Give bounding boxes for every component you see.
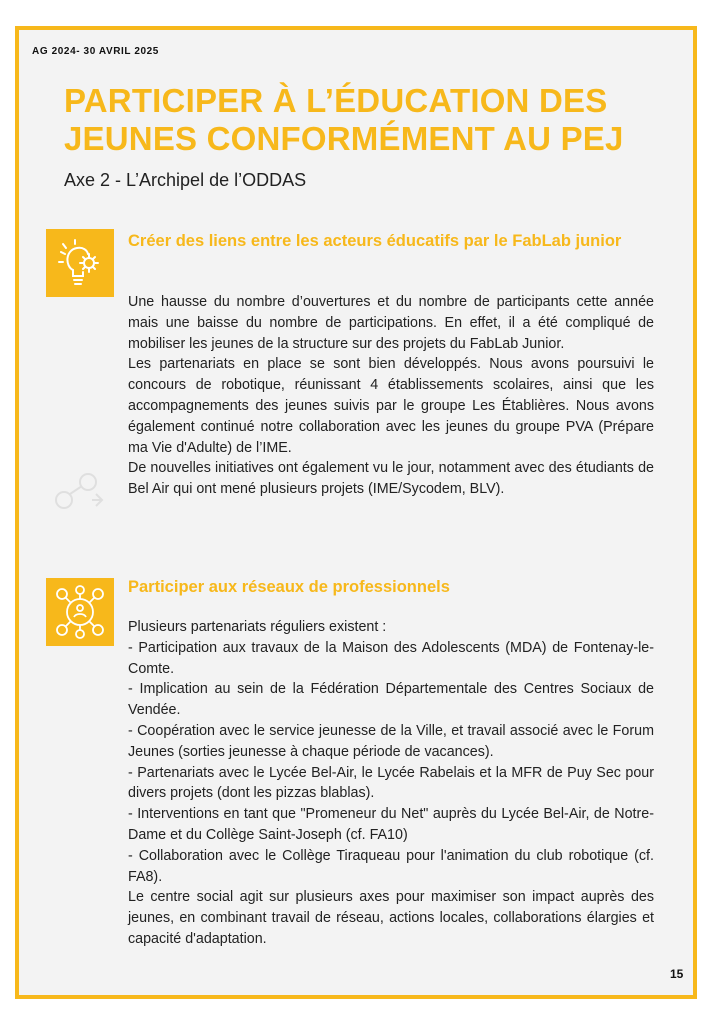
paragraph: Le centre social agit sur plusieurs axes pour maximiser son impact auprès des jeunes, en combinant travail de réseau, actions locales, collaborations élargies et capacité d'adaptation.: [128, 889, 654, 947]
title-line-2: JEUNES CONFORMÉMENT AU PEJ: [64, 120, 624, 157]
paragraph: - Implication au sein de la Fédération Départementale des Centres Sociaux de Vendée.: [128, 681, 654, 719]
section-body-networks: [128, 617, 654, 950]
paragraph: De nouvelles initiatives ont également vu le jour, notamment avec des étudiants de Bel Air qui ont mené plusieurs projets (IME/Sycodem, BLV).: [128, 460, 654, 498]
title-line-1: PARTICIPER À L’ÉDUCATION DES: [64, 82, 608, 119]
section-heading-networks: Participer aux réseaux de professionnels: [128, 578, 450, 596]
lightbulb-gear-icon: [46, 229, 114, 297]
paragraph: Plusieurs partenariats réguliers existent :: [128, 619, 387, 635]
paragraph: - Interventions en tant que "Promeneur du Net" auprès du Lycée Bel-Air, de Notre-Dame et du Collège Saint-Joseph (cf. FA10): [128, 806, 654, 843]
paragraph: - Partenariats avec le Lycée Bel-Air, le Lycée Rabelais et la MFR de Puy Sec pour divers projets (dont les pizzas blablas).: [128, 764, 654, 802]
paragraph: - Participation aux travaux de la Maison des Adolescents (MDA) de Fontenay-le-Comte.: [128, 639, 654, 677]
page-title: [64, 82, 684, 158]
network-people-icon: [46, 578, 114, 646]
section-heading-fablab: Créer des liens entre les acteurs éducatifs par le FabLab junior: [128, 232, 622, 250]
paragraph: Une hausse du nombre d’ouvertures et du nombre de participants cette année mais une baisse du nombre de participations. En effet, il a été compliqué de mobiliser les jeunes de la structure sur des projets du FabLab Junior.: [128, 294, 654, 352]
page-subtitle: Axe 2 - L’Archipel de l’ODDAS: [64, 170, 307, 190]
section-body-fablab: [128, 292, 654, 500]
page-number: 15: [670, 967, 684, 981]
paragraph: - Coopération avec le service jeunesse de la Ville, et travail associé avec le Forum Jeunes (sorties jeunesse à chaque période de vacances).: [128, 722, 654, 760]
paragraph: Les partenariats en place se sont bien développés. Nous avons poursuivi le concours de robotique, réunissant 4 établissements scolaires, ainsi que les accompagnements des jeunes suivis par le groupe Les Établières. Nous avons également continué notre collaboration avec les jeunes du groupe PVA (Prépare ma Vie d'Adulte) de l’IME.: [128, 356, 654, 456]
document-header: AG 2024- 30 AVRIL 2025: [32, 46, 159, 57]
paragraph: - Collaboration avec le Collège Tiraqueau pour l'animation du club robotique (cf. FA8).: [128, 847, 654, 885]
faint-decorative-icon: [52, 470, 108, 519]
